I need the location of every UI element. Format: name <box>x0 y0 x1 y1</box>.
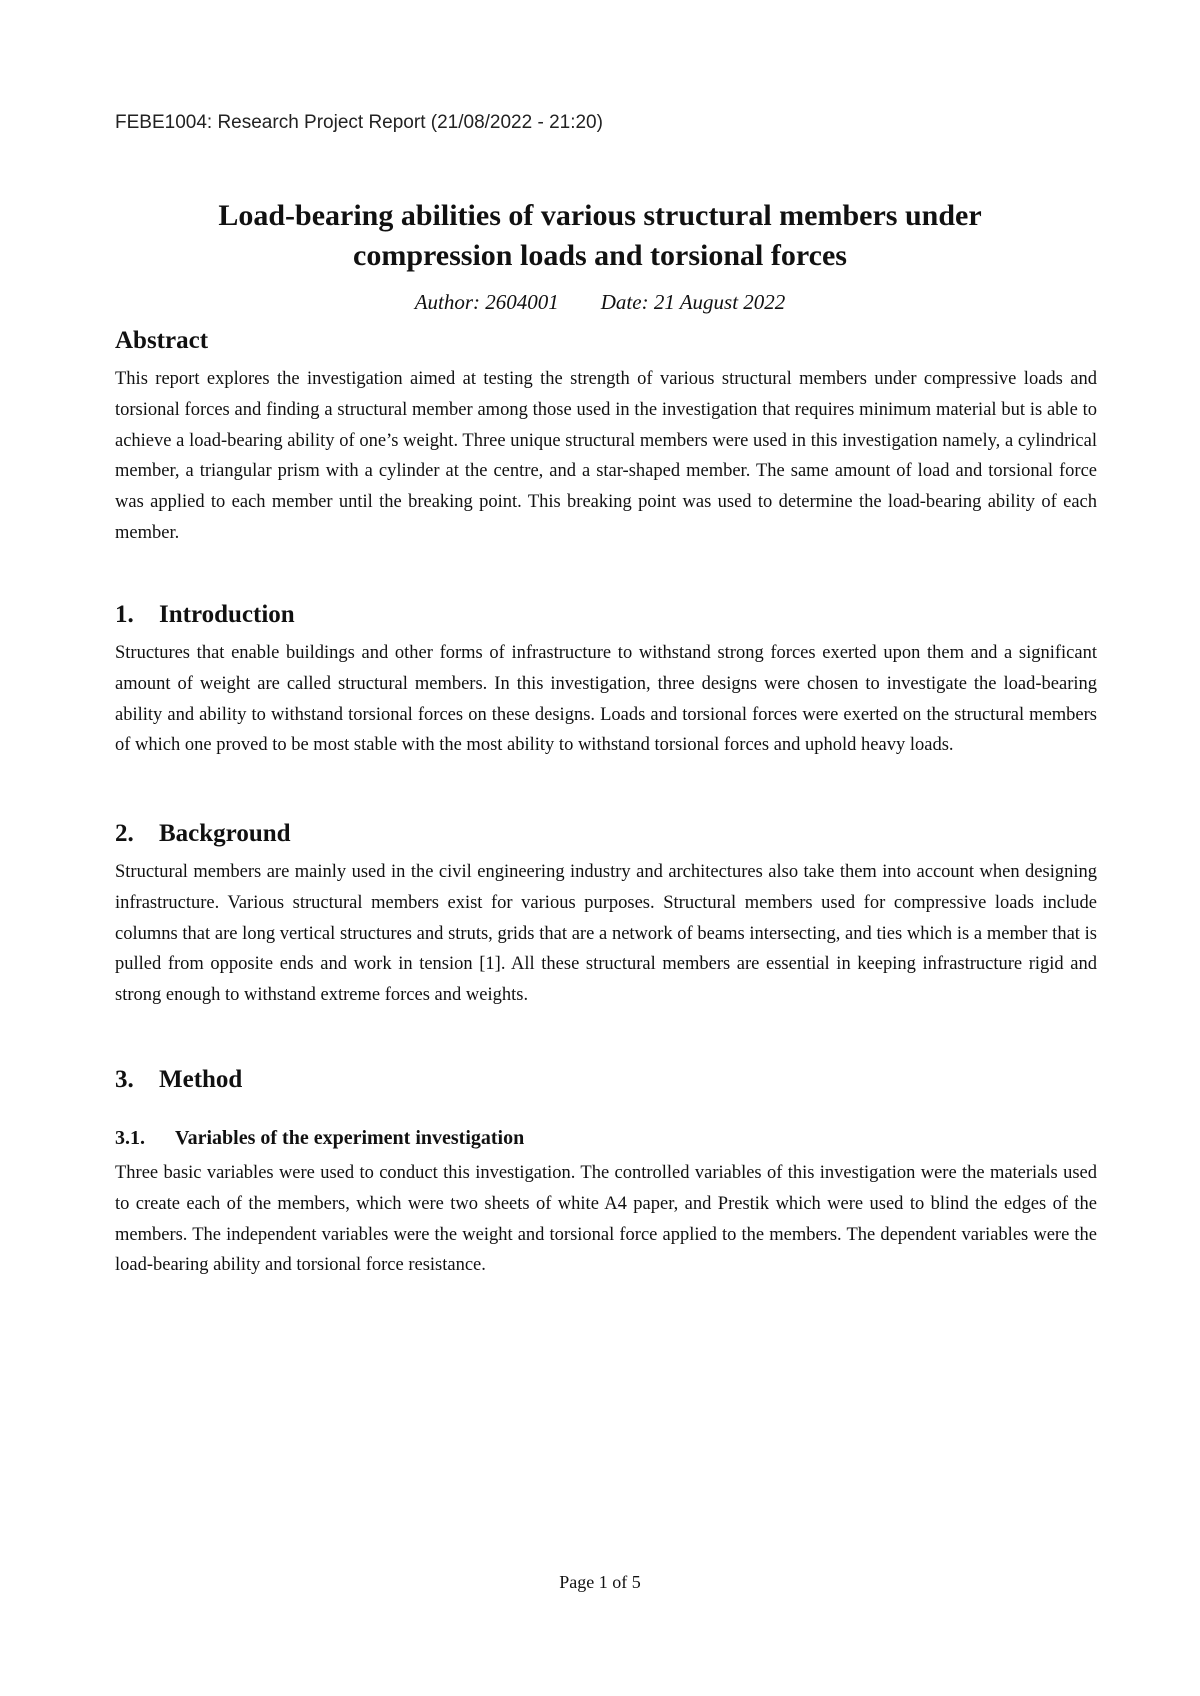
section-number: 1. <box>115 601 134 628</box>
section-number: 2. <box>115 820 134 847</box>
abstract-text: This report explores the investigation aimed at testing the strength of various structural members under compressive loads and torsional forces and finding a structural member among those used in the investigation that requires minimum material but is able to achieve a load-bearing ability of one’s weight. Three unique structural members were used in this investigation namely, a cylindrical member, a triangular prism with a cylinder at the centre, and a star-shaped member. The same amount of load and torsional force was applied to each member until the breaking point. This breaking point was used to determine the load-bearing ability of each member. <box>115 369 1097 543</box>
section-text-background: Structural members are mainly used in the civil engineering industry and architectures also take them into account when designing infrastructure. Various structural members exist for various purposes. Structural members used for compressive loads include columns that are long vertical structures and struts, grids that are a network of beams intersecting, and ties which is a member that is pulled from opposite ends and work in tension [1]. All these structural members are essential in keeping infrastructure rigid and strong enough to withstand extreme forces and weights. <box>115 862 1097 1006</box>
section-title: Background <box>159 820 291 847</box>
section-heading-background <box>115 819 291 849</box>
title-line-2: compression loads and torsional forces <box>353 239 847 272</box>
document-title <box>100 196 1100 276</box>
section-heading-method <box>115 1065 242 1095</box>
abstract-heading: Abstract <box>115 327 209 354</box>
byline <box>100 290 1100 315</box>
subsection-text-variables: Three basic variables were used to conduct this investigation. The controlled variables of this investigation were the materials used to create each of the members, which were two sheets of white A4 paper, and Prestik which were used to blind the edges of the members. The independent variables were the weight and torsional force applied to the members. The dependent variables were the load-bearing ability and torsional force resistance. <box>115 1163 1097 1276</box>
section-number: 3. <box>115 1066 134 1093</box>
section-title: Introduction <box>159 601 295 628</box>
section-title: Method <box>159 1066 243 1093</box>
author: Author: 2604001 <box>414 290 559 314</box>
section-heading-introduction <box>115 600 295 630</box>
date: Date: 21 August 2022 <box>600 290 786 314</box>
section-text-introduction: Structures that enable buildings and other forms of infrastructure to withstand strong forces exerted upon them and a significant amount of weight are called structural members. In this investigation, three designs were chosen to investigate the load-bearing ability and ability to withstand torsional forces on these designs. Loads and torsional forces were exerted on the structural members of which one proved to be most stable with the most ability to withstand torsional forces and uphold heavy loads. <box>115 643 1097 756</box>
running-header: FEBE1004: Research Project Report (21/08/2022 - 21:20) <box>115 112 603 133</box>
title-line-1: Load-bearing abilities of various structural members under <box>218 199 982 232</box>
subsection-heading-variables <box>115 1125 524 1151</box>
subsection-title: Variables of the experiment investigation <box>175 1127 525 1149</box>
page-number: Page 1 of 5 <box>559 1572 641 1592</box>
subsection-number: 3.1. <box>115 1127 145 1149</box>
